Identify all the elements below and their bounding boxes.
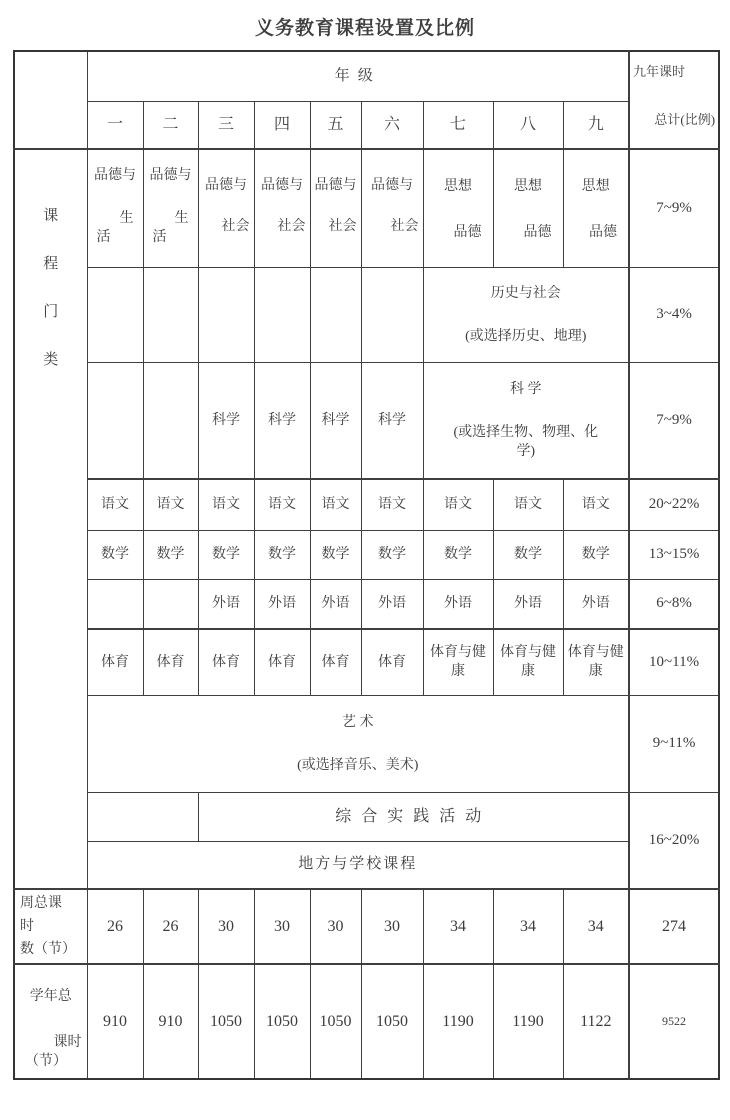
subject-cell <box>361 579 423 629</box>
subject-cell <box>87 530 143 579</box>
cell-text-line: 体育与健 <box>430 645 486 661</box>
table-row <box>14 51 719 101</box>
cell-text-line: 16~20% <box>648 831 700 848</box>
subject-cell <box>423 267 629 362</box>
cell-text-line: 1050 <box>319 1013 352 1030</box>
percent-cell <box>629 149 719 267</box>
cell-text-line: (或选择音乐、美术) <box>297 757 419 773</box>
cell-text-line: 7~9% <box>656 199 692 216</box>
grade-5 <box>310 101 361 149</box>
cell-text-line: 34 <box>520 918 536 935</box>
cell-text-line: 九年课时 <box>633 64 686 79</box>
cell-text-line: 思想 <box>514 179 542 194</box>
cell-text-line: 二 <box>162 116 179 134</box>
empty-cell <box>143 362 198 479</box>
yearly-total-label <box>14 964 87 1079</box>
subject-cell <box>87 479 143 530</box>
cell-text-line: 数学 <box>321 547 350 562</box>
grade-axis-header <box>87 51 629 101</box>
cell-text-line: 9522 <box>662 1014 687 1028</box>
empty-cell <box>87 579 143 629</box>
subject-cell <box>254 530 310 579</box>
cell-text-line: 语文 <box>321 497 350 513</box>
cell-text-line: 生 <box>174 211 189 226</box>
value-cell <box>493 964 563 1079</box>
cell-text-line: 品德与 <box>261 178 303 193</box>
subject-cell <box>198 629 254 695</box>
subject-cell <box>563 629 629 695</box>
cell-text-line: 1050 <box>376 1013 408 1030</box>
cell-text-line: 1122 <box>580 1013 612 1030</box>
subject-cell <box>310 530 361 579</box>
cell-text-line: 科 学 <box>510 381 542 397</box>
cell-text-line: 一 <box>106 116 123 134</box>
cell-text-line: 七 <box>449 116 466 134</box>
subject-cell <box>361 362 423 479</box>
cell-text-line: 数学 <box>581 547 610 562</box>
subject-cell <box>198 579 254 629</box>
percent-cell <box>629 695 719 792</box>
cell-text-line: 艺 术 <box>342 714 374 730</box>
value-cell <box>143 889 198 964</box>
subject-cell <box>198 530 254 579</box>
value-cell <box>310 964 361 1079</box>
curriculum-table-body <box>14 51 719 1079</box>
subject-cell <box>310 149 361 267</box>
cell-text-line: 总计(比例) <box>654 112 716 127</box>
cell-text-line: 语文 <box>378 497 406 513</box>
cell-text-line: 社会 <box>221 219 250 234</box>
subject-cell <box>143 629 198 695</box>
cell-text-line: 康 <box>521 664 535 680</box>
subject-cell <box>87 695 629 792</box>
cell-text-line: 34 <box>587 918 604 935</box>
corner-cell <box>14 51 87 149</box>
cell-text-line: 数学 <box>268 547 296 562</box>
cell-text-line: 26 <box>162 918 179 935</box>
subject-cell <box>493 479 563 530</box>
table-row <box>14 792 719 841</box>
cell-text-line: 品德与 <box>94 168 136 183</box>
cell-text-line: 品德与 <box>149 168 192 183</box>
cell-text-line: 品德 <box>589 225 618 240</box>
cell-text-line: 体育与健 <box>567 645 624 661</box>
table-row <box>14 530 719 579</box>
cell-text-line: 外语 <box>212 596 240 612</box>
cell-text-line: 外语 <box>378 596 406 612</box>
table-row <box>14 629 719 695</box>
cell-text-line: 四 <box>273 116 290 134</box>
cell-text-line: 九 <box>587 116 604 134</box>
cell-text-line: 社会 <box>277 219 306 234</box>
cell-text-line: 语文 <box>212 497 240 513</box>
cell-text-line: 体育 <box>321 654 350 670</box>
subject-cell <box>143 149 198 267</box>
value-cell <box>310 889 361 964</box>
cell-text-line: 数学 <box>156 547 185 562</box>
subject-cell <box>493 579 563 629</box>
cell-text-line: 数学 <box>101 547 129 562</box>
cell-text-line: 体育与健 <box>500 645 556 661</box>
subject-cell <box>198 479 254 530</box>
subject-cell <box>198 362 254 479</box>
subject-cell <box>254 579 310 629</box>
cell-text-line: 思想 <box>444 179 472 194</box>
cell-text-line: （节） <box>25 1054 67 1069</box>
table-row <box>14 889 719 964</box>
grade-2 <box>143 101 198 149</box>
cell-text-line: 9~11% <box>652 735 696 751</box>
cell-text-line: 外语 <box>321 596 350 612</box>
cell-text-line: 30 <box>384 918 400 935</box>
cell-text-line: 品德 <box>523 225 552 240</box>
cell-text-line: 科学 <box>268 412 296 428</box>
cell-text-line: 数学 <box>212 547 240 562</box>
cell-text-line: 课 <box>43 208 59 224</box>
subject-cell <box>254 479 310 530</box>
cell-text-line: 课时 <box>53 1035 82 1050</box>
subject-cell <box>423 530 493 579</box>
cell-text-line: 学年总 <box>29 989 72 1004</box>
cell-text-line: 科学 <box>321 412 350 428</box>
cell-text-line: 30 <box>218 918 234 935</box>
category-label <box>14 149 87 889</box>
cell-text-line: 品德与 <box>314 178 357 193</box>
cell-text-line: 数学 <box>444 547 472 562</box>
percent-cell <box>629 579 719 629</box>
page-title: 义务教育课程设置及比例 <box>254 18 475 39</box>
cell-text-line: 3~4% <box>656 306 692 322</box>
grade-1 <box>87 101 143 149</box>
cell-text-line: 30 <box>327 918 344 935</box>
empty-cell <box>87 362 143 479</box>
value-cell <box>198 964 254 1079</box>
value-cell <box>143 964 198 1079</box>
subject-cell <box>563 149 629 267</box>
cell-text-line: 社会 <box>328 219 357 234</box>
cell-text-line: 20~22% <box>648 496 700 513</box>
cell-text-line: 274 <box>662 918 687 935</box>
cell-text-line: 学) <box>516 443 536 459</box>
subject-cell <box>361 629 423 695</box>
document-page <box>0 13 730 1080</box>
table-row <box>14 149 719 267</box>
grade-4 <box>254 101 310 149</box>
cell-text-line: 外语 <box>514 596 542 612</box>
cell-text-line: 门 <box>43 304 59 320</box>
table-row <box>14 964 719 1079</box>
subject-cell <box>310 362 361 479</box>
cell-text-line: 34 <box>450 918 466 935</box>
value-cell <box>361 964 423 1079</box>
cell-text-line: 外语 <box>268 596 296 612</box>
cell-text-line: 体育 <box>212 654 240 670</box>
cell-text-line: 语文 <box>514 497 542 513</box>
value-cell <box>87 889 143 964</box>
subject-cell <box>310 629 361 695</box>
table-row <box>14 841 719 889</box>
subject-cell <box>423 362 629 479</box>
cell-text-line: 13~15% <box>648 546 700 562</box>
subject-cell <box>254 629 310 695</box>
table-row <box>14 267 719 362</box>
empty-cell <box>310 267 361 362</box>
subject-cell <box>563 479 629 530</box>
cell-text-line: 八 <box>519 116 536 134</box>
cell-text-line: (或选择历史、地理) <box>465 328 587 344</box>
cell-text-line: 1050 <box>210 1013 242 1030</box>
cell-text-line: 10~11% <box>649 653 700 670</box>
cell-text-line: 7~9% <box>656 411 692 428</box>
empty-cell <box>143 579 198 629</box>
percent-cell <box>629 792 719 889</box>
cell-text-line: 数学 <box>378 547 406 562</box>
cell-text-line: 体育 <box>268 654 296 670</box>
empty-cell <box>87 792 198 841</box>
value-cell <box>423 889 493 964</box>
value-cell <box>563 964 629 1079</box>
cell-text-line: 社会 <box>390 219 419 234</box>
subject-cell <box>87 149 143 267</box>
cell-text-line: 康 <box>588 664 603 680</box>
cell-text-line: 体育 <box>101 654 129 670</box>
cell-text-line: 康 <box>451 664 465 680</box>
table-row <box>14 579 719 629</box>
cell-text-line: 910 <box>158 1013 183 1030</box>
subject-cell <box>310 479 361 530</box>
table-row <box>14 362 719 479</box>
cell-text-line: 语文 <box>581 497 610 513</box>
grade-7 <box>423 101 493 149</box>
cell-text-line: 程 <box>43 256 59 272</box>
subject-cell <box>87 841 629 889</box>
percent-cell <box>629 267 719 362</box>
subject-cell <box>493 530 563 579</box>
cell-text-line: 三 <box>217 116 234 134</box>
value-cell <box>423 964 493 1079</box>
cell-text-line: 科学 <box>212 412 240 428</box>
cell-text-line: (或选择生物、物理、化 <box>453 424 599 440</box>
empty-cell <box>361 267 423 362</box>
percent-cell <box>629 530 719 579</box>
cell-text-line: 六 <box>383 116 400 134</box>
empty-cell <box>254 267 310 362</box>
percent-cell <box>629 629 719 695</box>
cell-text-line: 数学 <box>514 547 542 562</box>
subject-cell <box>254 149 310 267</box>
cell-text-line: 数（节） <box>20 942 76 957</box>
percent-cell <box>629 362 719 479</box>
cell-text-line: 活 <box>152 230 167 245</box>
table-row <box>14 479 719 530</box>
cell-text-line: 体育 <box>378 654 406 670</box>
cell-text-line: 语文 <box>444 497 472 513</box>
cell-text-line: 外语 <box>581 596 610 612</box>
subject-cell <box>143 479 198 530</box>
cell-text-line: 五 <box>327 116 344 134</box>
value-cell <box>361 889 423 964</box>
cell-text-line: 910 <box>103 1013 127 1030</box>
total-header <box>629 51 719 149</box>
value-cell <box>563 889 629 964</box>
value-cell <box>493 889 563 964</box>
cell-text-line: 品德与 <box>371 178 413 193</box>
subject-cell <box>361 479 423 530</box>
weekly-total-label <box>14 889 87 964</box>
cell-text-line: 语文 <box>268 497 296 513</box>
cell-text-line: 1050 <box>266 1013 298 1030</box>
cell-text-line: 年级 <box>334 67 381 84</box>
value-cell <box>629 964 719 1079</box>
value-cell <box>254 964 310 1079</box>
curriculum-table <box>13 50 720 1080</box>
subject-cell <box>361 530 423 579</box>
cell-text-line: 类 <box>43 352 59 368</box>
subject-cell <box>563 579 629 629</box>
subject-cell <box>361 149 423 267</box>
subject-cell <box>493 149 563 267</box>
cell-text-line: 30 <box>274 918 290 935</box>
cell-text-line: 外语 <box>444 596 472 612</box>
cell-text-line: 地方与学校课程 <box>298 856 418 873</box>
cell-text-line: 1190 <box>442 1013 474 1030</box>
subject-cell <box>198 792 629 841</box>
cell-text-line: 周总课 时 <box>20 896 76 934</box>
cell-text-line: 综合实践活动 <box>335 808 492 825</box>
subject-cell <box>254 362 310 479</box>
cell-text-line: 语文 <box>156 497 185 513</box>
cell-text-line: 品德 <box>453 225 482 240</box>
value-cell <box>629 889 719 964</box>
subject-cell <box>563 530 629 579</box>
cell-text-line: 科学 <box>378 412 406 428</box>
subject-cell <box>87 629 143 695</box>
grade-9 <box>563 101 629 149</box>
cell-text-line: 1190 <box>512 1013 544 1030</box>
cell-text-line: 生 <box>119 211 134 226</box>
cell-text-line: 历史与社会 <box>490 285 561 301</box>
cell-text-line: 品德与 <box>205 178 247 193</box>
value-cell <box>254 889 310 964</box>
value-cell <box>87 964 143 1079</box>
grade-3 <box>198 101 254 149</box>
cell-text-line: 思想 <box>581 179 610 194</box>
subject-cell <box>310 579 361 629</box>
grade-8 <box>493 101 563 149</box>
empty-cell <box>143 267 198 362</box>
empty-cell <box>198 267 254 362</box>
cell-text-line: 6~8% <box>656 595 692 612</box>
subject-cell <box>198 149 254 267</box>
subject-cell <box>423 579 493 629</box>
subject-cell <box>423 629 493 695</box>
subject-cell <box>423 149 493 267</box>
subject-cell <box>493 629 563 695</box>
cell-text-line: 体育 <box>156 654 185 670</box>
table-row <box>14 695 719 792</box>
subject-cell <box>143 530 198 579</box>
cell-text-line: 活 <box>96 230 111 245</box>
value-cell <box>198 889 254 964</box>
subject-cell <box>423 479 493 530</box>
cell-text-line: 26 <box>107 918 123 935</box>
empty-cell <box>87 267 143 362</box>
table-row <box>14 101 719 149</box>
percent-cell <box>629 479 719 530</box>
grade-6 <box>361 101 423 149</box>
cell-text-line: 语文 <box>101 497 129 513</box>
